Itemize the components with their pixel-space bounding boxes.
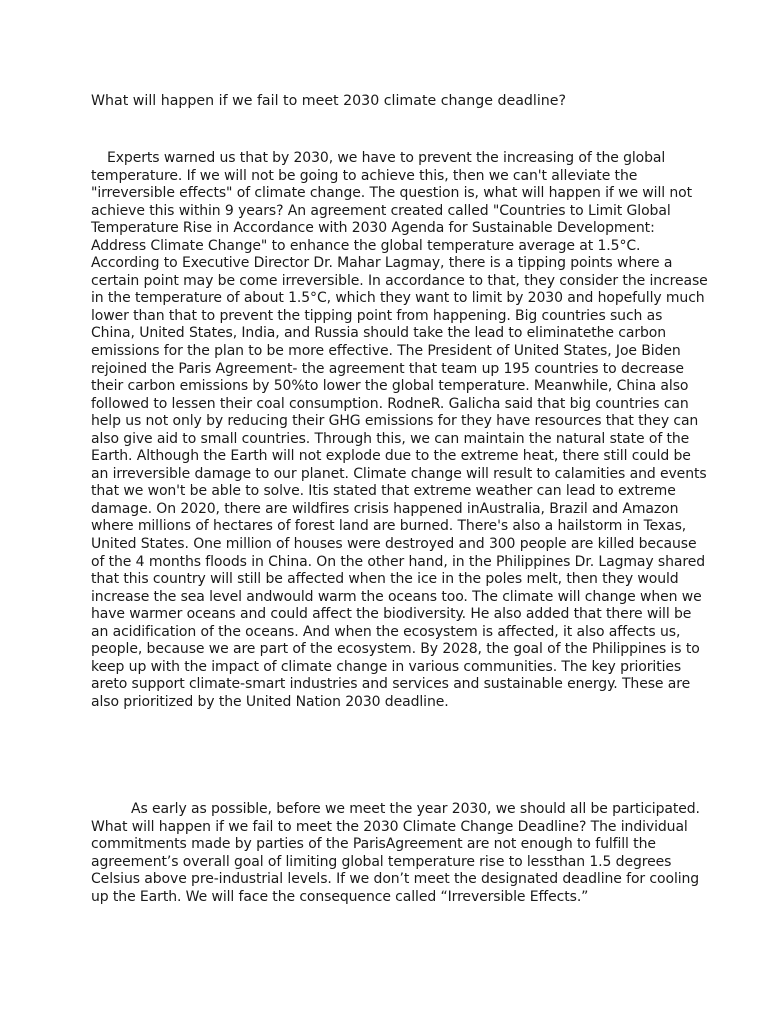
body-paragraph-2: As early as possible, before we meet the year 2030, we should all be participated. What will happen if we fail to meet the 2030 Climate Change Deadline? The individual commitments made by parties of the ParisAgreement are not enough to fulfill the agreement’s overall goal of limiting global temperature rise to lessthan 1.5 degrees Celsius above pre-industrial levels. If we don’t meet the designated deadline for cooling up the Earth. We will face the consequence called “Irreversible Effects.” — [91, 801, 700, 905]
document-title: What will happen if we fail to meet 2030 climate change deadline? — [91, 93, 567, 109]
body-paragraph-1: Experts warned us that by 2030, we have to prevent the increasing of the global temperature. If we will not be going to achieve this, then we can't alleviate the "irreversible effects" of climate change. The question is, what will happen if we will not achieve this within 9 years? An agreement created called "Countries to Limit Global Temperature Rise in Accordance with 2030 Agenda for Sustainable Development: Address Climate Change" to enhance the global temperature average at 1.5°C. According to Executive Director Dr. Mahar Lagmay, there is a tipping points where a certain point may be come irreversible. In accordance to that, they consider the increase in the temperature of about 1.5°C, which they want to limit by 2030 and hopefully much lower than that to prevent the tipping point from happening. Big countries such as China, United States, India, and Russia should take the lead to eliminatethe carbon emissions for the plan to be more effective. The President of United States, Joe Biden rejoined the Paris Agreement- the agreement that team up 195 countries to decrease their carbon emissions by 50%to lower the global temperature. Meanwhile, China also followed to lessen their coal consumption. RodneR. Galicha said that big countries can help us not only by reducing their GHG emissions for they have resources that they can also give aid to small countries. Through this, we can maintain the natural state of the Earth. Although the Earth will not explode due to the extreme heat, there still could be an irreversible damage to our planet. Climate change will result to calamities and events that we won't be able to solve. Itis stated that extreme weather can lead to extreme damage. On 2020, there are wildfires crisis happened inAustralia, Brazil and Amazon where millions of hectares of forest land are burned. There's also a hailstorm in Texas, United States. One million of houses were destroyed and 300 people are killed because of the 4 months floods in China. On the other hand, in the Philippines Dr. Lagmay shared that this country will still be affected when the ice in the poles melt, then they would increase the sea level andwould warm the oceans too. The climate will change when we have warmer oceans and could affect the biodiversity. He also added that there will be an acidification of the oceans. And when the ecosystem is affected, it also affects us, people, because we are part of the ecosystem. By 2028, the goal of the Philippines is to keep up with the impact of climate change in various communities. The key priorities areto support climate-smart industries and services and sustainable energy. These are also prioritized by the United Nation 2030 deadline. — [91, 150, 708, 710]
